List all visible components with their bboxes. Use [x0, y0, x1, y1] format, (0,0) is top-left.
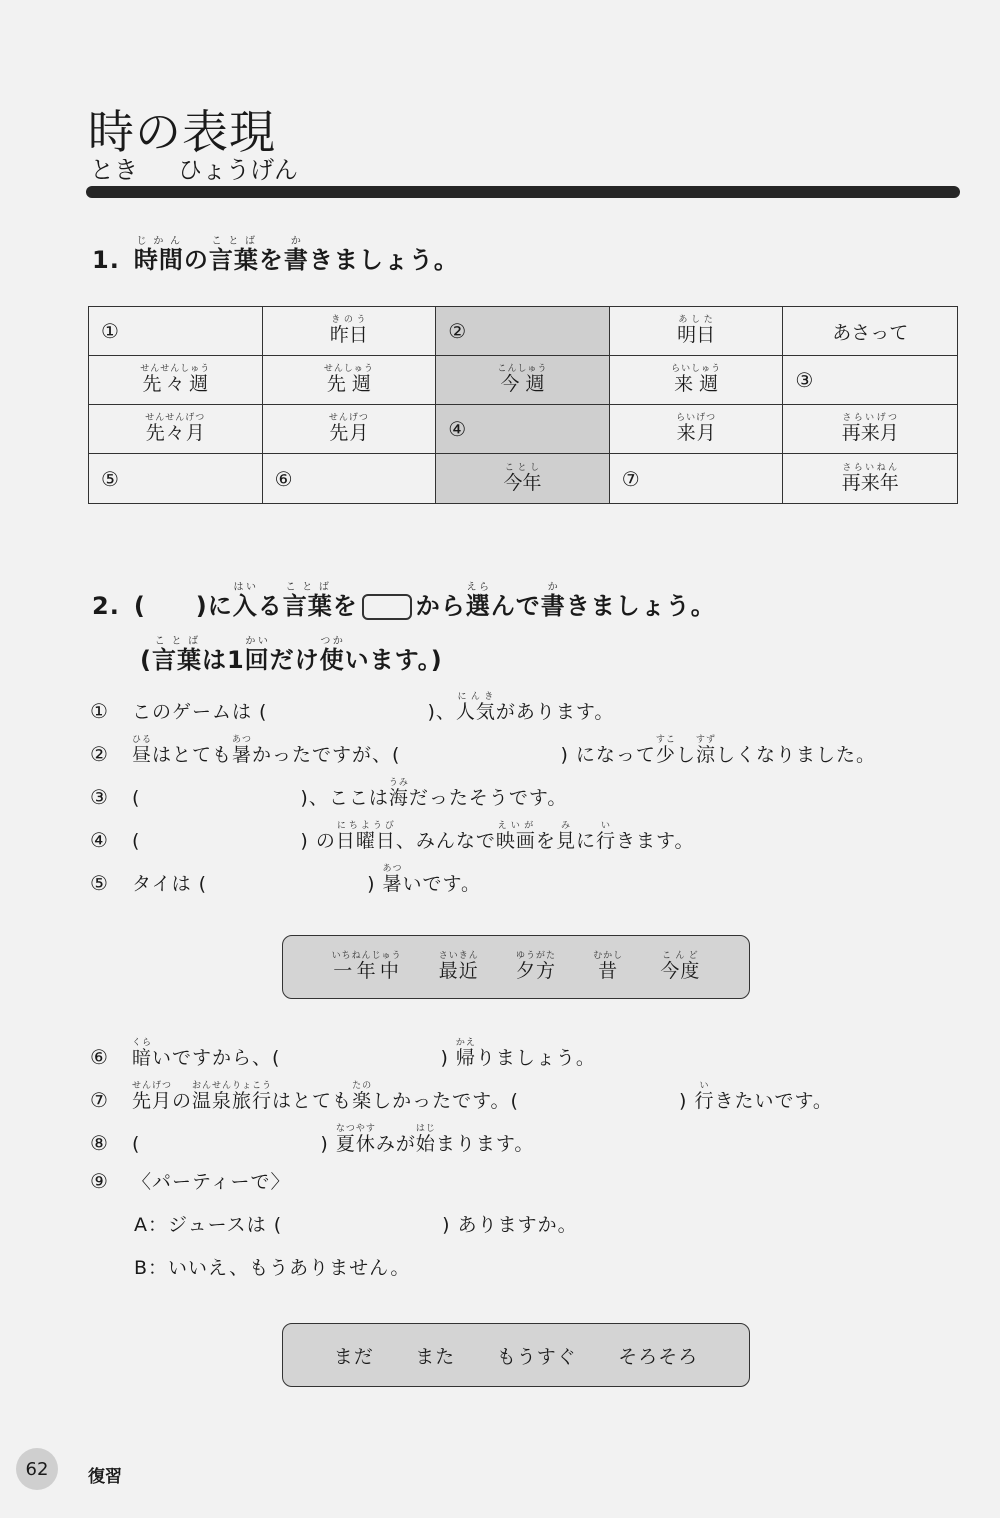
word-text: 先々月 [145, 422, 206, 444]
furigana: せんせんげつ [145, 413, 206, 423]
furigana: ことば [282, 582, 333, 593]
furigana: か [540, 582, 566, 593]
furigana: すこ [655, 735, 676, 745]
table-blank-cell[interactable] [89, 307, 263, 356]
word-text: 今週 [497, 373, 548, 395]
furigana: せんげつ [328, 413, 369, 423]
word-text: 温泉旅行 [192, 1090, 273, 1112]
word-text: 暗 [132, 1047, 153, 1069]
table-cell [783, 307, 957, 356]
text-segment: きましょう。 [565, 592, 716, 620]
word-choice [660, 951, 700, 983]
text-segment: みが [375, 1133, 416, 1155]
ruby-word [330, 315, 368, 347]
text-segment: ( [132, 1133, 141, 1155]
furigana: あつ [382, 864, 403, 874]
question-number: ⑦ [90, 1088, 109, 1112]
table-cell [263, 405, 437, 454]
box-symbol-icon [362, 594, 412, 620]
ruby-word [352, 1081, 373, 1112]
word-choice [593, 951, 623, 983]
ruby-word [455, 692, 496, 723]
furigana: あした [677, 315, 716, 325]
text-segment: を [258, 246, 284, 274]
text-segment: ) ありますか。 [442, 1214, 578, 1236]
text-segment: ) [367, 873, 383, 895]
section-2-instruction-b [415, 582, 716, 620]
text-segment: ) になって [560, 744, 656, 766]
text-segment: タイは ( [132, 873, 208, 895]
section-2-paren-blank: ( )に [133, 592, 233, 620]
furigana: い [694, 1081, 715, 1091]
text-segment: ) の [300, 830, 336, 852]
text-segment: の [183, 246, 209, 274]
text-segment: 〈パーティーで〉 [132, 1171, 291, 1193]
word-text: 時間 [133, 246, 184, 274]
question-number: ④ [90, 828, 109, 852]
ruby-word [515, 951, 556, 982]
furigana: つか [319, 636, 345, 647]
word-text: 暑 [382, 873, 403, 895]
question-item [90, 864, 481, 896]
text-segment: いですから、( [152, 1047, 281, 1069]
question-item [90, 821, 694, 853]
text-segment: ) [678, 1090, 695, 1112]
word-text: 一年中 [331, 960, 402, 982]
furigana: さいきん [438, 951, 479, 961]
furigana: えら [465, 582, 491, 593]
blank-number: ⑤ [101, 466, 119, 491]
word-text: 再来月 [841, 422, 899, 444]
blank-number: ④ [448, 417, 467, 441]
question-number: ① [90, 699, 109, 723]
text-segment: いです。 [402, 873, 482, 895]
word-text: 行 [694, 1090, 715, 1112]
word-text: 涼 [695, 744, 716, 766]
word-text: 帰 [455, 1047, 476, 1069]
blank-number: ⑥ [274, 466, 293, 491]
ruby-word [282, 582, 333, 620]
section-1-instruction [133, 236, 459, 274]
furigana: か [283, 236, 309, 247]
ruby-word [555, 821, 576, 852]
text-segment: る [257, 592, 283, 620]
text-segment: しかったです。( [372, 1090, 519, 1112]
table-cell [263, 307, 437, 356]
text-segment: ) [320, 1133, 336, 1155]
question-number: ⑥ [90, 1045, 109, 1069]
word-text: 先週 [323, 373, 374, 395]
furigana: おんせんりょこう [192, 1081, 273, 1091]
furigana: ひる [132, 735, 153, 745]
word-text: 来月 [676, 422, 717, 444]
word-text: 先々週 [140, 373, 211, 395]
ruby-word [465, 582, 491, 620]
page-number: 62 [16, 1448, 58, 1490]
table-cell [783, 405, 957, 454]
text-segment: います。) [344, 646, 443, 674]
furigana: かえ [455, 1038, 476, 1048]
furigana: くら [132, 1038, 153, 1048]
word-text: 使 [319, 646, 345, 674]
ruby-word [438, 951, 479, 982]
word-text: 書 [283, 246, 309, 274]
word-text: 来週 [671, 373, 722, 395]
ruby-word [329, 413, 369, 445]
header-divider [86, 186, 960, 198]
question-item [90, 692, 614, 724]
text-segment: しくなりました。 [715, 744, 876, 766]
ruby-word [676, 413, 716, 445]
furigana: にんき [455, 692, 496, 702]
word-text: 入 [232, 592, 258, 620]
word-choice: また [415, 1345, 456, 1368]
ruby-word [540, 582, 566, 620]
furigana: にちようび [335, 821, 396, 831]
furigana: み [555, 821, 576, 831]
section-2-heading [92, 582, 716, 621]
word-text: 始 [415, 1133, 436, 1155]
word-choice [516, 951, 556, 983]
word-choice: もうすぐ [496, 1345, 577, 1368]
text-segment: きましょう。 [308, 246, 459, 274]
table-cell [610, 405, 784, 454]
word-choice-box-1 [282, 935, 750, 999]
word-text: 明日 [677, 324, 716, 346]
furigana: いちねんじゅう [331, 951, 402, 961]
table-blank-cell[interactable] [89, 454, 263, 503]
furigana: ことし [503, 462, 542, 473]
table-blank-cell[interactable] [436, 307, 610, 356]
ruby-word [208, 236, 259, 274]
furigana: らいげつ [676, 413, 717, 423]
text-segment: ( [140, 646, 152, 674]
furigana: さらいねん [841, 462, 899, 473]
question-item [90, 1124, 534, 1156]
question-item [134, 1210, 578, 1237]
ruby-word [232, 582, 258, 620]
word-text: 日曜日 [335, 830, 396, 852]
text-segment: まります。 [435, 1133, 535, 1155]
ruby-word [842, 463, 899, 495]
text-segment: )、 [427, 701, 456, 723]
ruby-word [151, 636, 202, 674]
text-segment: ( [132, 830, 141, 852]
furigana: すず [695, 735, 717, 745]
word-text: 行 [595, 830, 616, 852]
furigana: こんど [660, 951, 701, 961]
furigana: こんしゅう [497, 364, 548, 374]
ruby-word [140, 364, 210, 396]
word-text: 今度 [660, 960, 701, 982]
question-number: ⑤ [90, 871, 109, 895]
ruby-word [283, 236, 309, 274]
furigana: きのう [329, 315, 368, 325]
ruby-word [133, 236, 184, 274]
question-number: ⑧ [90, 1131, 109, 1155]
page-title: 時の表現 [88, 105, 276, 159]
text-segment: はとても [152, 744, 233, 766]
furigana: い [595, 821, 616, 831]
ruby-word [132, 1038, 153, 1069]
ruby-word [503, 463, 541, 495]
text-segment: に [575, 830, 596, 852]
section-1-number: 1. [92, 246, 120, 274]
title-reading [90, 150, 298, 185]
reading-toki: とき [90, 156, 138, 184]
furigana: ゆうがた [515, 951, 556, 961]
ruby-word [695, 735, 717, 766]
word-text: 夏休 [335, 1133, 376, 1155]
text-segment: から [415, 592, 466, 620]
section-2-note [140, 636, 443, 675]
blank-number: ① [101, 319, 119, 343]
question-number: ⑨ [90, 1169, 109, 1193]
text-segment: し [675, 744, 696, 766]
table-cell [436, 356, 610, 405]
ruby-word [319, 636, 345, 674]
word-choice-box-2 [282, 1323, 750, 1387]
word-text: 書 [540, 592, 566, 620]
ruby-word [455, 1038, 476, 1069]
furigana: せんげつ [132, 1081, 173, 1091]
ruby-word [660, 951, 701, 982]
word-text: 言葉 [151, 646, 202, 674]
text-segment: A：ジュースは ( [134, 1214, 283, 1236]
text-segment: があります。 [495, 701, 615, 723]
word-choice: そろそろ [618, 1345, 699, 1368]
ruby-word [145, 413, 205, 445]
text-segment: だけ [269, 646, 320, 674]
text-segment: )、ここは [300, 787, 389, 809]
word-text: 言葉 [208, 246, 259, 274]
word-text: 回 [244, 646, 270, 674]
section-1-heading [92, 236, 459, 275]
ruby-word [655, 735, 676, 766]
furigana: ことば [208, 236, 259, 247]
question-number: ② [90, 742, 109, 766]
table-cell [89, 356, 263, 405]
text-segment: ) [440, 1047, 456, 1069]
table-cell [783, 454, 957, 503]
word-text: 楽 [352, 1090, 373, 1112]
word-text: 少 [655, 744, 676, 766]
furigana: らいしゅう [671, 364, 722, 374]
furigana: はい [232, 582, 258, 593]
question-item [90, 778, 567, 810]
text-segment: を [535, 830, 556, 852]
text-segment: B：いいえ、もうありません。 [134, 1257, 411, 1279]
text-segment: りましょう。 [475, 1047, 596, 1069]
text-segment: このゲームは ( [132, 701, 268, 723]
furigana: せんせんしゅう [140, 364, 211, 374]
word-text: 人気 [455, 701, 496, 723]
word-text: 夕方 [515, 960, 556, 982]
word-text: 海 [388, 787, 409, 809]
word-text: 先月 [328, 422, 369, 444]
text-segment: ( [132, 787, 141, 809]
word-text: 昔 [593, 960, 624, 982]
word-text: 見 [555, 830, 576, 852]
ruby-word [415, 1124, 436, 1155]
text-segment: は1 [201, 646, 245, 674]
furigana: はじ [415, 1124, 436, 1134]
blank-number: ② [448, 319, 467, 343]
word-text: 今年 [503, 471, 542, 494]
ruby-word [232, 735, 253, 766]
ruby-word [677, 315, 715, 347]
footer-label: 復習 [88, 1467, 122, 1487]
reading-hyougen: ひょうげん [178, 156, 298, 184]
furigana: さらいげつ [841, 413, 899, 423]
ruby-word [335, 1124, 376, 1155]
furigana: ことば [151, 636, 202, 647]
ruby-word [335, 821, 396, 852]
section-2-number: 2. [92, 592, 120, 620]
ruby-word [671, 364, 721, 396]
furigana: うみ [388, 778, 409, 788]
ruby-word [595, 821, 616, 852]
ruby-word [192, 1081, 273, 1112]
text-segment: だったそうです。 [408, 787, 568, 809]
time-words-table [88, 306, 958, 504]
blank-number: ⑦ [621, 466, 640, 491]
table-cell [610, 307, 784, 356]
question-item [90, 1038, 596, 1070]
furigana: えいが [495, 821, 536, 831]
text-segment: かったですが、( [252, 744, 401, 766]
word-text: 暑 [232, 744, 253, 766]
table-blank-cell[interactable] [783, 356, 957, 405]
ruby-word [388, 778, 409, 809]
ruby-word [694, 1081, 715, 1112]
furigana: あつ [232, 735, 253, 745]
furigana: むかし [593, 951, 624, 961]
table-blank-cell[interactable] [263, 454, 437, 503]
section-2-instruction-a [232, 582, 358, 620]
ruby-word [497, 364, 547, 396]
word-text: 言葉 [282, 592, 333, 620]
question-item [134, 1253, 410, 1280]
ruby-word [593, 951, 624, 982]
ruby-word [132, 1081, 173, 1112]
text-segment: んで [490, 592, 541, 620]
word-choice: まだ [333, 1345, 374, 1368]
text-segment: きます。 [615, 830, 695, 852]
furigana: なつやす [335, 1124, 376, 1134]
table-cell [436, 454, 610, 503]
furigana: かい [244, 636, 270, 647]
table-blank-cell[interactable] [610, 454, 784, 503]
table-cell [610, 356, 784, 405]
furigana: たの [352, 1081, 373, 1091]
word-text: 先月 [132, 1090, 173, 1112]
ruby-word [324, 364, 374, 396]
text-segment: はとても [272, 1090, 353, 1112]
word-choice [332, 951, 402, 983]
word-text: 昨日 [329, 324, 368, 346]
ruby-word [132, 735, 153, 766]
ruby-word [842, 413, 899, 445]
furigana: せんしゅう [323, 364, 374, 374]
ruby-word [495, 821, 536, 852]
ruby-word [382, 864, 403, 895]
table-cell [263, 356, 437, 405]
word-text: 最近 [438, 960, 479, 982]
furigana: じかん [133, 236, 184, 247]
table-cell [89, 405, 263, 454]
ruby-word [244, 636, 270, 674]
word-text: 再来年 [841, 471, 899, 494]
question-item [90, 735, 876, 767]
word-text: 選 [465, 592, 491, 620]
word-text: 昼 [132, 744, 153, 766]
text-segment: を [332, 592, 358, 620]
question-item [90, 1167, 290, 1194]
word-text: 映画 [495, 830, 536, 852]
question-item [90, 1081, 833, 1113]
text-segment: あさって [832, 321, 909, 344]
text-segment: 、みんなで [395, 830, 496, 852]
table-blank-cell[interactable] [436, 405, 610, 454]
blank-number: ③ [795, 368, 814, 392]
text-segment: の [172, 1090, 193, 1112]
ruby-word [331, 951, 402, 982]
word-choice [439, 951, 479, 983]
text-segment: きたいです。 [714, 1090, 833, 1112]
question-number: ③ [90, 785, 109, 809]
